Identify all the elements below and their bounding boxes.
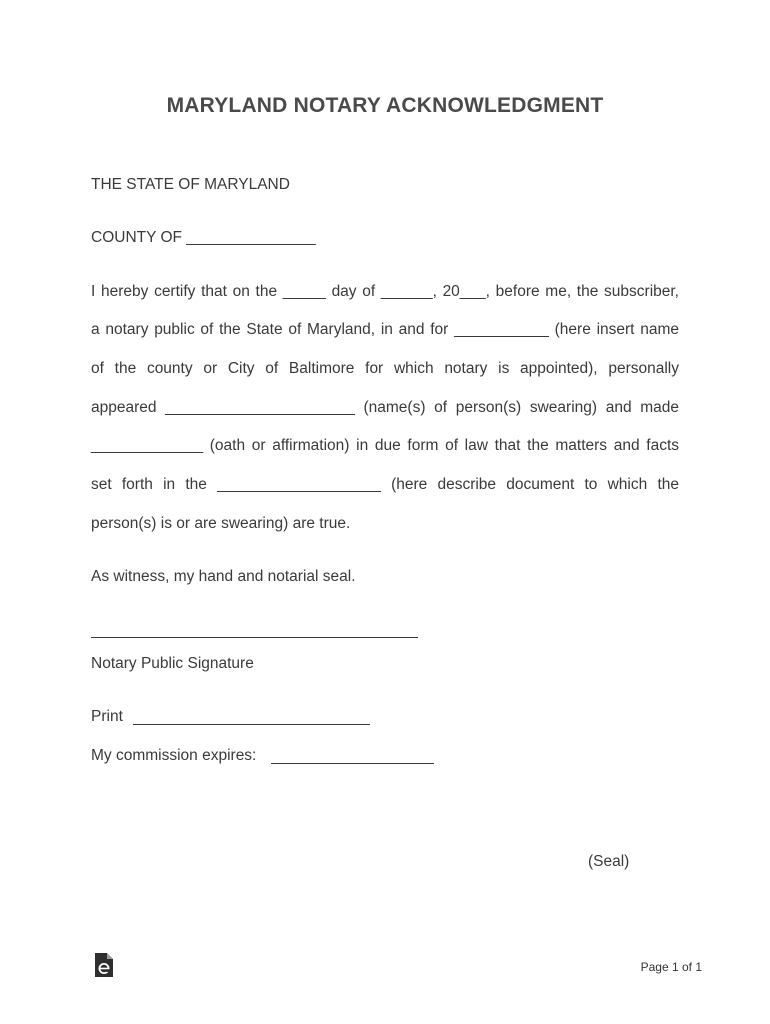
county-line: COUNTY OF _______________ (91, 229, 316, 246)
document-title: MARYLAND NOTARY ACKNOWLEDGMENT (166, 94, 604, 117)
print-field-rule[interactable] (133, 724, 370, 725)
signature-label: Notary Public Signature (91, 655, 254, 672)
seal-label: (Seal) (588, 853, 630, 870)
body-line-7: person(s) is or are swearing) are true. (91, 515, 351, 532)
body-line-3: of the county or City of Baltimore for which notary is appointed), personally (91, 360, 679, 377)
body-line-2: a notary public of the State of Maryland, in and for ___________ (here insert name (91, 321, 679, 338)
state-line: THE STATE OF MARYLAND (91, 176, 290, 193)
body-line-5: _____________ (oath or affirmation) in due form of law that the matters and facts (91, 437, 679, 454)
signature-rule[interactable] (91, 637, 418, 638)
body-line-6: set forth in the ___________________ (here describe document to which the (91, 476, 679, 493)
body-line-4: appeared ______________________ (name(s) of person(s) swearing) and made (91, 399, 679, 416)
print-label: Print (91, 708, 123, 725)
body-line-1: I hereby certify that on the _____ day of ______, 20___, before me, the subscriber, (91, 283, 679, 300)
witness-line: As witness, my hand and notarial seal. (91, 568, 356, 585)
commission-label: My commission expires: (91, 747, 257, 764)
commission-field-rule[interactable] (271, 763, 434, 764)
eforms-logo-icon (94, 952, 114, 978)
page-indicator: Page 1 of 1 (640, 960, 702, 974)
